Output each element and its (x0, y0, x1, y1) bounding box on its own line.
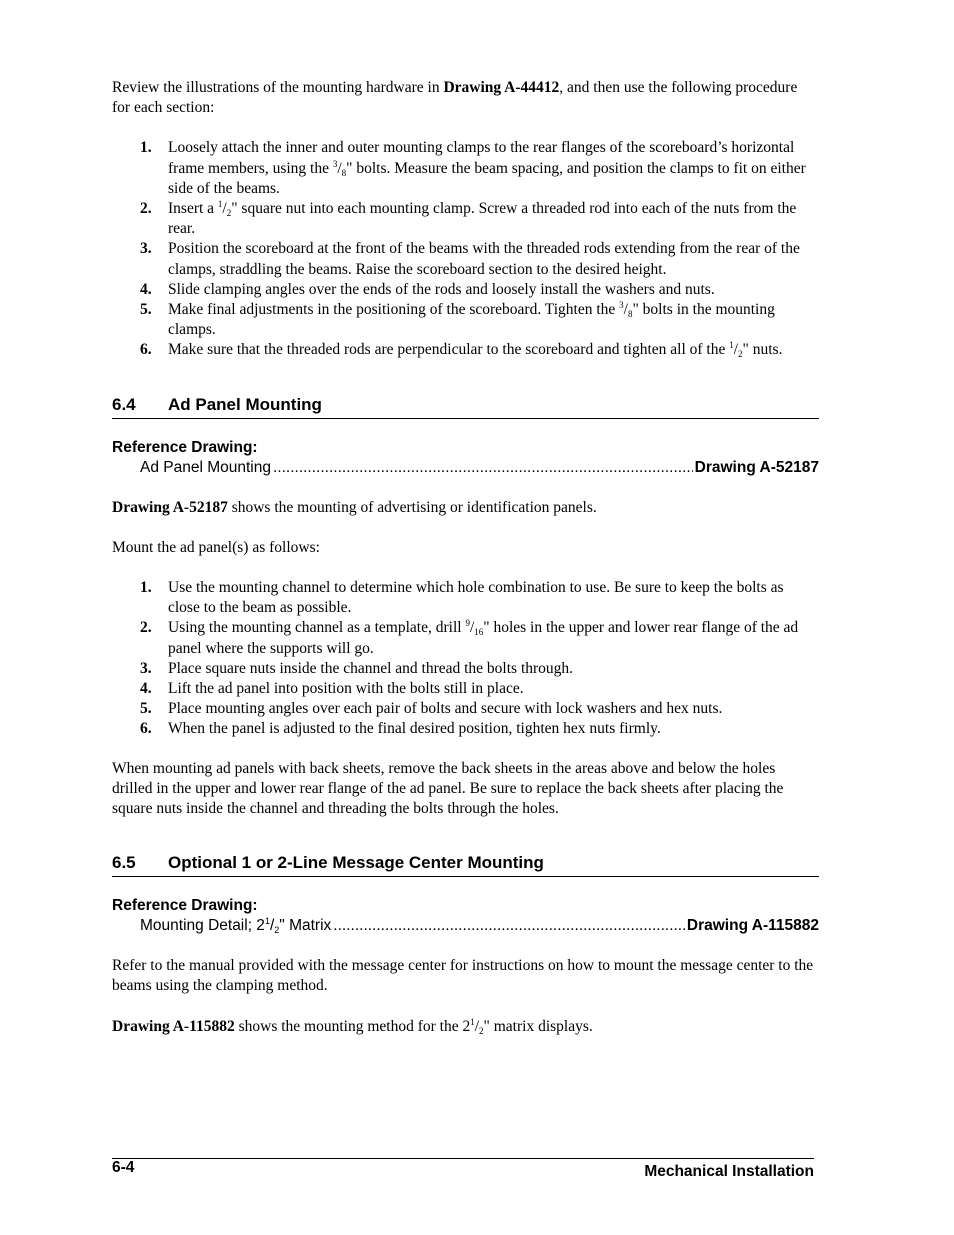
page-content (112, 78, 819, 1037)
list-item: 3. Position the scoreboard at the front of the beams with the threaded rods extending from the rear of the clamps, straddling the beams. Raise the scoreboard section to the desired height. (140, 240, 800, 278)
dot-leader (273, 458, 693, 478)
list-item: 5. Make final adjustments in the positioning of the scoreboard. Tighten the $^3/_8$" bolts in the mounting clamps. (140, 300, 775, 339)
section-heading-6-5 (112, 852, 819, 877)
drawing-reference: Drawing A-44412 (443, 79, 560, 96)
reference-drawing-title: Reference Drawing: (112, 897, 258, 915)
list-item: 5. Place mounting angles over each pair of bolts and secure with lock washers and hex nuts. (140, 700, 723, 718)
list-item: 4. Slide clamping angles over the ends of the rods and loosely install the washers and nuts. (140, 280, 715, 298)
list-item: 6. When the panel is adjusted to the final desired position, tighten hex nuts firmly. (140, 720, 661, 738)
drawing-reference: Drawing A-115882 (686, 917, 819, 935)
list-item: 1. Loosely attach the inner and outer mounting clamps to the rear flanges of the scoreboard’s horizontal frame members, using the $^3/_8$" bolts. Measure the beam spacing, and position the clamps to fit on either side of the beams. (140, 139, 806, 197)
list-item: 4. Lift the ad panel into position with the bolts still in place. (140, 680, 524, 698)
section-heading-6-4 (112, 394, 819, 419)
mounting-procedure-list (112, 138, 819, 360)
paragraph: Drawing A-52187 shows the mounting of advertising or identification panels. (112, 498, 597, 516)
drawing-reference: Drawing A-115882 (112, 1017, 235, 1035)
list-item: 3. Place square nuts inside the channel and thread the bolts through. (140, 659, 574, 677)
list-item: 1. Use the mounting channel to determine which hole combination to use. Be sure to keep the bolts as close to the beam as possible. (140, 579, 784, 617)
page-footer (112, 1158, 814, 1180)
section-number: 6.5 (112, 853, 136, 873)
section-number: 6.4 (112, 394, 136, 414)
dot-leader (333, 916, 685, 936)
intro-paragraph: Review the illustrations of the mounting hardware in Drawing A-44412, and then use the following procedure for each section: (112, 79, 798, 117)
section-title: Optional 1 or 2-Line Message Center Mounting (168, 853, 544, 873)
drawing-reference: Drawing A-52187 (112, 498, 228, 516)
ad-panel-procedure-list (112, 578, 819, 740)
paragraph: Mount the ad panel(s) as follows: (112, 538, 320, 556)
paragraph: Refer to the manual provided with the message center for instructions on how to mount the message center to the beams using the clamping method. (112, 957, 814, 995)
reference-drawing-row: Ad Panel Mounting ..... Drawing A-52187 (112, 458, 819, 478)
reference-drawing-title: Reference Drawing: (112, 438, 258, 456)
reference-drawing-row: Mounting Detail; $2^1/_2$" Matrix ..... Drawing A-115882 (112, 916, 819, 936)
footer-section-title: Mechanical Installation (644, 1163, 814, 1180)
paragraph: When mounting ad panels with back sheets, remove the back sheets in the areas above and below the holes drilled in the upper and lower rear flange of the ad panel. Be sure to replace the back sheets after placing the square nuts inside the channel and threading the bolts through the holes. (112, 759, 784, 818)
drawing-reference: Drawing A-52187 (694, 458, 819, 476)
list-item: 2. Using the mounting channel as a template, drill $^9/_{16}$" holes in the upper and lower rear flange of the ad panel where the supports will go. (140, 618, 799, 657)
list-item: 6. Make sure that the threaded rods are perpendicular to the scoreboard and tighten all of the $^1/_2$" nuts. (140, 340, 783, 360)
paragraph: Drawing A-115882 shows the mounting method for the $2^1/_2$" matrix displays. (112, 1016, 593, 1036)
list-item: 2. Insert a $^1/_2$" square nut into each mounting clamp. Screw a threaded rod into each of the nuts from the rear. (140, 199, 797, 238)
section-title: Ad Panel Mounting (168, 394, 322, 414)
page-number: 6-4 (112, 1159, 135, 1176)
